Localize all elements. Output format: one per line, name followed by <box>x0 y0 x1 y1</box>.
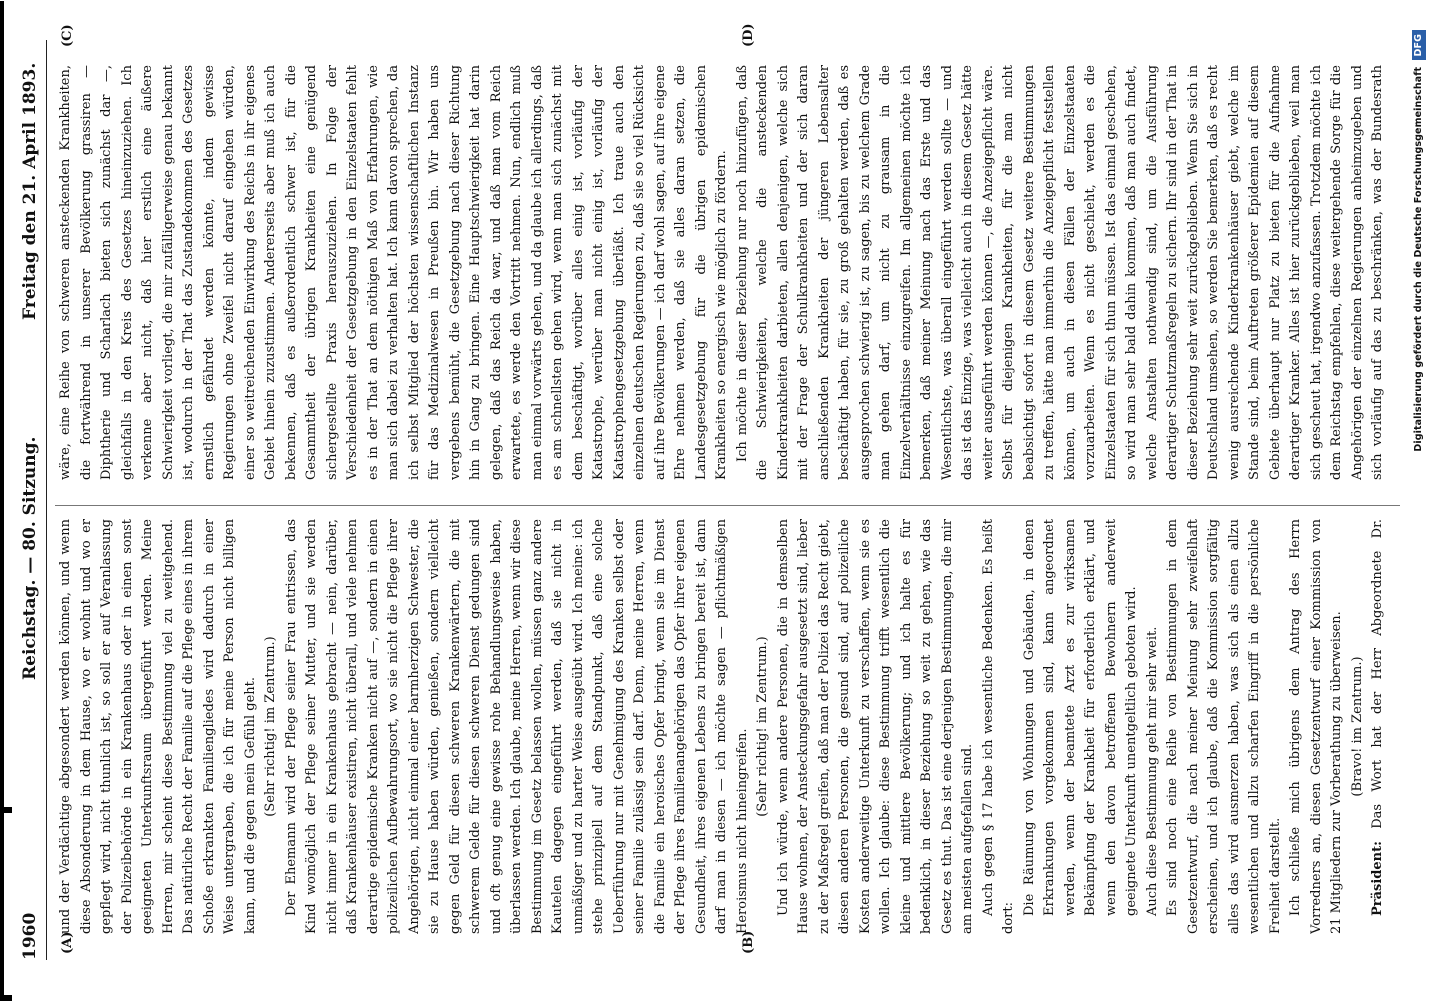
header-rule <box>46 40 47 960</box>
page-header <box>18 40 42 960</box>
margin-marker-c: (C) <box>60 24 75 47</box>
left-column <box>56 519 1386 934</box>
margin-marker-b: (B) <box>741 930 756 954</box>
speaker-label: Präsident: <box>1370 841 1385 916</box>
paragraph: Und ich würde, wenn andere Personen, die in demselben Hause wohnen, der Ansteckungsgefahr ausgesetzt sind, lieber zu der Maßregel greifen, daß man der Polizei das Recht giebt, diesen anderen Personen, die gesund sind, auf polizeiliche Kosten anderweitige Unterkunft zu verschaffen, wenn sie es wollen. Ich glaube: diese Bestimmung trifft wesentlich die kleine und mittlere Bevölkerung; und ich halte es für bedenklich, in dieser Beziehung so weit zu gehen, wie das Gesetz es thut. Das ist eine derjenigen Bestimmungen, die mir am meisten aufgefallen sind. <box>775 519 975 934</box>
quoted-paragraph: Die Räumung von Wohnungen und Gebäuden, in denen Erkrankungen vorgekommen sind, kann angeordnet werden, wenn der beamtete Arzt es zur wirksamen Bekämpfung der Krankheit für erforderlich erklärt, und wenn den davon betroffenen Bewohnern anderweit geeignete Unterkunft unentgeltlich geboten wird. <box>1021 519 1139 916</box>
paragraph: Auch gegen § 17 habe ich wesentliche Bedenken. Es heißt dort: <box>980 519 1016 934</box>
paragraph: Es sind noch eine Reihe von Bestimmungen in dem Gesetzentwurf, die nach meiner Meinung sehr zweifelhaft erscheinen, und ich glaube, daß die Kommission sorgfältig alles das wird ausmerzen haben, was sich als einen allzu wesentlichen und allzu scharfen Eingriff in die persönliche Freiheit darstellt. <box>1165 519 1283 934</box>
scan-edge-tick <box>0 807 12 813</box>
paragraph: wäre, eine Reihe von schweren ansteckenden Krankheiten, die fortwährend in unserer Bevölkerung grassiren — Diphtherie und Scharlach bieten sich zunächst dar —, gleichfalls in den Kreis des Gesetzes hineinzuziehen. Ich verkenne aber nicht, daß hier erstlich eine äußere Schwierigkeit vorliegt, die mir zufälligerweise genau bekannt ist, wodurch in der That das Zustandekommen des Gesetzes ernstlich gefährdet werden könnte, indem gewisse Regierungen ohne Zweifel nicht darauf eingehen würden, einer so weitreichenden Einwirkung des Reichs in ihr eigenes Gebiet hinein zuzustimmen. Andererseits aber muß ich auch bekennen, daß es außerordentlich schwer ist, für die Gesammtheit der übrigen Krankheiten eine genügend sichergestellte Praxis herauszuziehen. In Folge der Verschiedenheit der Gesetzgebung in den Einzelstaaten fehlt es in der That an dem nöthigen Maß von Erfahrungen, wie man sich dabei zu verhalten hat. Ich kann davon sprechen, da ich selbst Mitglied der höchsten wissenschaftlichen Instanz für das Medizinalwesen in Preußen bin. Wir haben uns vergebens bemüht, die Gesetzgebung nach dieser Richtung hin in Gang zu bringen. Eine Hauptschwierigkeit hat darin gelegen, daß das Reich da war, und daß man vom Reich erwartete, es werde den Vortritt nehmen. Nun, endlich muß man einmal vorwärts gehen, und da glaube ich allerdings, daß es am schnellsten gehen wird, wenn man sich zunächst mit dem beschäftigt, worüber alles einig ist, vorläufig der Katastrophe, werüber man nicht einig ist, vorläufig der Katastrophengesetzgebung überläßt. Ich traue auch den einzelnen deutschen Regierungen zu, daß sie so viel Rücksicht auf ihre Bevölkerungen — ich darf wohl sagen, auf ihre eigene Ehre nehmen werden, daß sie alles daran setzen, die Landesgesetzgebung für die übrigen epidemischen Krankheiten so energisch wie möglich zu fördern. <box>58 65 729 480</box>
statement-text: Das Wort hat der Herr Abgeordnete Dr. <box>1370 519 1385 829</box>
interjection: (Bravo! im Zentrum.) <box>1349 656 1365 797</box>
interjection: (Sehr richtig! im Zentrum.) <box>755 636 770 817</box>
paragraph: Ich schließe mich übrigens dem Antrag des Herrn Vorredners an, diesen Gesetzentwurf einer Kommission von 21 Mitgliedern zur Vorberathung zu überweisen. <box>1288 519 1344 934</box>
scan-edge-tick <box>0 995 12 1001</box>
right-column <box>56 65 1386 480</box>
paragraph: und der Verdächtige abgesondert werden können, und wenn diese Absonderung in dem Hause, wo er wohnt und wo er gepflegt wird, nicht thunlich ist, so soll er auf Veranlassung der Polizeibehörde in ein Krankenhaus oder in einen sonst geeigneten Unterkunftsraum übergeführt werden. Meine Herren, mir scheint diese Bestimmung viel zu weitgehend. Das natürliche Recht der Familie auf die Pflege eines in ihrem Schoße erkrankten Familiengliedes wird dadurch in einer Weise untergraben, die ich für meine Person nicht billigen kann, und die gegen mein Gefühl geht. <box>58 519 258 934</box>
digitization-note: Digitalisierung gefördert durch die Deutsche Forschungsgemeinschaft <box>1413 66 1424 452</box>
margin-marker-d: (D) <box>741 23 756 47</box>
session-date: Freitag den 21. April 1893. <box>20 62 40 320</box>
scan-edge-strip <box>0 1 4 1001</box>
president-statement <box>1368 519 1386 934</box>
page-number: 1960 <box>20 912 40 960</box>
session-title: Reichstag. — 80. Sitzung. <box>20 436 40 680</box>
scan-edge <box>0 1 12 1001</box>
paragraph: Der Ehemann wird der Pflege seiner Frau entrissen, das Kind womöglich der Pflege seiner Mutter, und sie werden nicht immer in ein Krankenhaus gebracht — nein, darüber, daß Krankenhäuser existiren, nicht überall, und viele nehmen derartige epidemische Kranken nicht auf —, sondern in einen polizeilichen Aufbewahrungsort, wo sie nicht die Pflege ihrer Angehörigen, nicht einmal einer barmherzigen Schwester, die sie zu Hause haben würden, genießen, sondern vielleicht gegen Geld für diesen schweren Krankenwärtern, die mit schwerem Gelde für diesen schweren Dienst gedungen sind und oft genug eine gewisse rohe Behandlungsweise haben, überlassen werden. Ich glaube, meine Herren, wenn wir diese Bestimmung im Gesetz belassen wollen, müssen ganz andere Kautelen dagegen eingeführt werden, daß sie nicht in unmäßiger und zu harter Weise ausgeübt wird. Ich meine: ich stehe prinzipiell auf dem Standpunkt, daß eine solche Ueberführung nur mit Genehmigung des Kranken selbst oder seiner Familie zulässig sein darf. Denn, meine Herren, wenn die Familie ein heroisches Opfer bringt, wenn sie im Dienst der Pflege ihres Familienangehörigen das Opfer ihrer eigenen Gesundheit, ihres eigenen Lebens zu bringen bereit ist, dann darf man in diesen — ich möchte sagen — pflichtmäßigen Heroismus nicht hineingreifen. <box>283 519 750 934</box>
column-divider <box>55 505 1400 506</box>
paragraph: Auch diese Bestimmung geht mir sehr weit. <box>1144 626 1160 916</box>
margin-marker-a: (A) <box>60 931 75 954</box>
digitization-credit <box>1412 30 1426 970</box>
paragraph: Ich möchte in dieser Beziehung nur noch hinzufügen, daß die Schwierigkeiten, welche die ansteckenden Kinderkrankheiten darbieten, allen denjenigen, welche sich mit der Frage der Schulkrankheiten und der sich daran anschließenden Krankheiten der jüngeren Lebensalter beschäftigt haben, für sie, zu groß gehalten werden, daß es ausgesprochen schwierig ist, zu sagen, bis zu welchem Grade man gehen darf, um nicht zu grausam in die Einzelverhältnisse einzugreifen. Im allgemeinen möchte ich bemerken, daß meiner Meinung nach das Erste und das Wesentlichste, was überall eingeführt werden sollte — und das ist das Einzige, was vielleicht auch in diesem Gesetz hätte weiter ausgeführt werden können —, die Anzeigepflicht wäre. Selbst für diejenigen Krankheiten, für die man nicht beabsichtigt sofort in diesem Gesetz weitere Bestimmungen zu treffen, hätte man immerhin die Anzeigepflicht feststellen können, um auch in diesen Fällen der Einzelstaaten vorzuarbeiten. Wenn es nicht geschieht, werden es die Einzelstaaten für sich thun müssen. Ist das einmal geschehen, so wird man sehr bald dahin kommen, daß man auch findet, welche Anstalten nothwendig sind, um die Ausführung derartiger Schutzmaßregeln zu sichern. Ihr sind in der That in dieser Beziehung sehr weit zurückgeblieben. Wenn Sie sich in Deutschland umsehen, so werden Sie bemerken, daß es recht wenig ausreichende Kinderkrankenhäuser giebt, welche im Stande sind, beim Auftreten größerer Epidemien auf diesem Gebiete überhaupt nur Platz zu bieten für die Aufnahme derartiger Kranker. Alles ist hier zurückgeblieben, weil man sich gescheut hat, irgendwo anzufassen. Trotzdem möchte ich dem Reichstag empfehlen, diese weitergehende Sorge für die Angehörigen der einzelnen Regierungen anheimzugeben und sich vorläufig auf das zu beschränken, was der Bundesrath <box>734 65 1385 480</box>
interjection: (Sehr richtig! im Zentrum.) <box>263 636 278 817</box>
dfg-logo: DFG <box>1412 30 1426 60</box>
